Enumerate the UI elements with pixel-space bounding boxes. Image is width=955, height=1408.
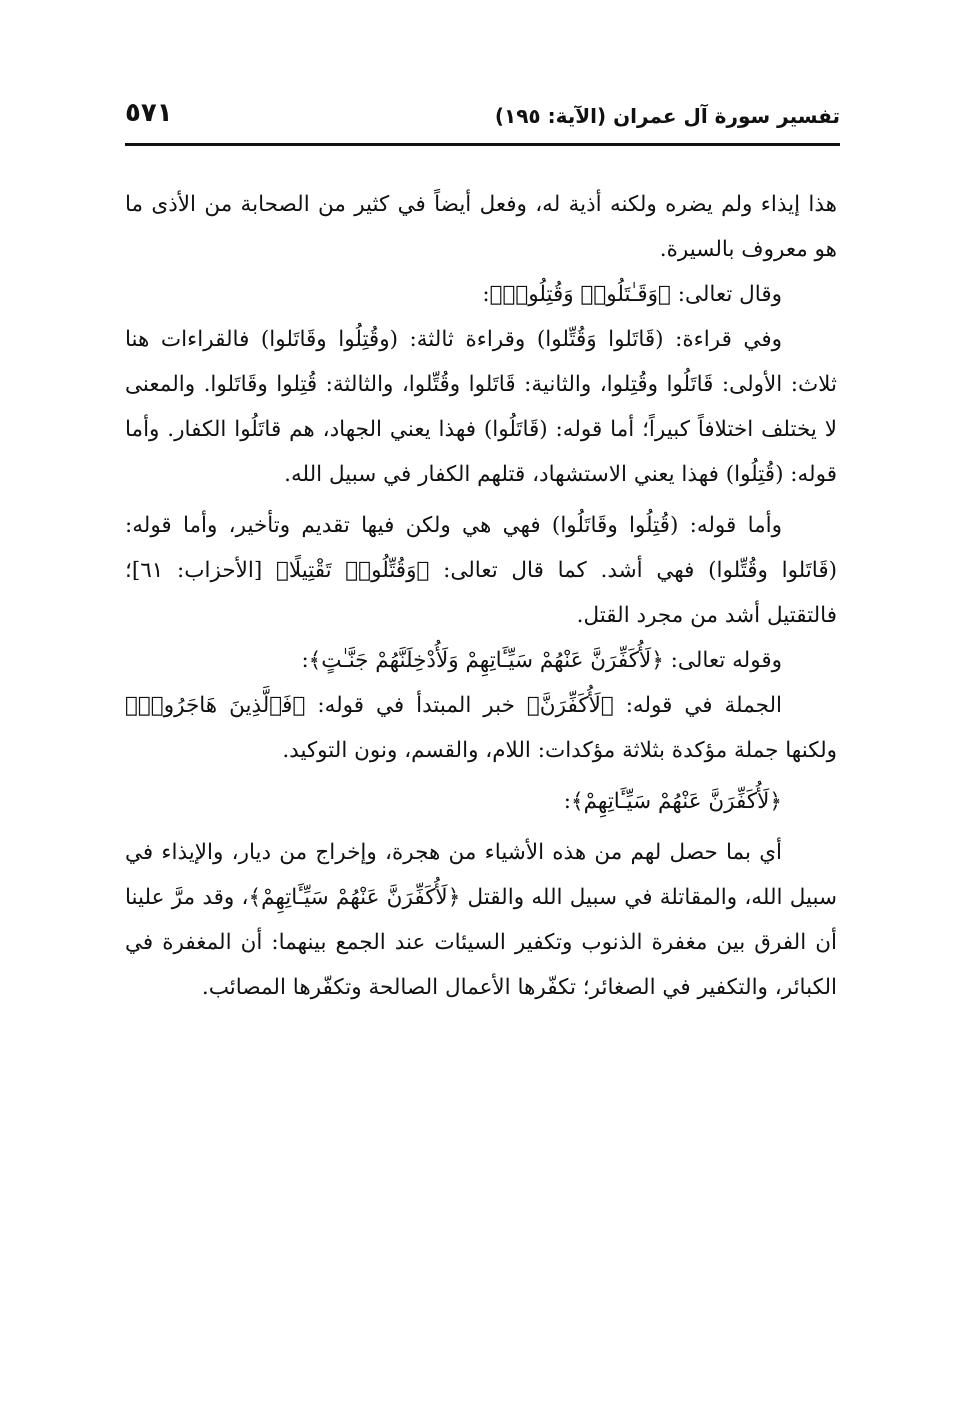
paragraph: وأما قوله: (قُتِلُوا وقَاتَلُوا) فهي هي ولكن فيها تقديم وتأخير، وأما قوله: (قَاتَلوا وقُتِّلوا) فهي أشد. كما قال تعالى: ﴿وَقُتِّلُوا۟ تَقْتِيلًا﴾ [الأحزاب: ٦١]؛ فالتقتيل أشد من مجرد القتل. <box>125 513 837 628</box>
page-body <box>125 182 837 1010</box>
paragraph: وفي قراءة: (قَاتَلوا وَقُتِّلوا) وقراءة ثالثة: (وقُتِلُوا وقَاتَلوا) فالقراءات هنا ثلاث: الأولى: قَاتَلُوا وقُتِلوا، والثانية: قَاتَلوا وقُتِّلوا، والثالثة: قُتِلوا وقَاتَلوا. والمعنى لا يختلف اختلافاً كبيراً؛ أما قوله: (قَاتَلُوا) فهذا يعني الجهاد، هم قاتَلُوا الكفار. وأما قوله: (قُتِلُوا) فهذا يعني الاستشهاد، قتلهم الكفار في سبيل الله. <box>125 327 837 487</box>
page-number: ٥٧١ <box>125 98 173 128</box>
running-header <box>125 98 840 138</box>
paragraph: أي بما حصل لهم من هذه الأشياء من هجرة، وإخراج من ديار، والإيذاء في سبيل الله، والمقاتلة في سبيل الله والقتل ﴿لَأُكَفِّرَنَّ عَنْهُمْ سَيِّـَٔاتِهِمْ﴾، وقد مرَّ علينا أن الفرق بين مغفرة الذنوب وتكفير السيئات عند الجمع بينهما: أن المغفرة في الكبائر، والتكفير في الصغائر؛ تكفّرها الأعمال الصالحة وتكفّرها المصائب. <box>125 840 837 1000</box>
verse-heading: ﴿لَأُكَفِّرَنَّ عَنْهُمْ سَيِّـَٔاتِهِمْ﴾: <box>563 789 782 814</box>
header-title: تفسير سورة آل عمران (الآية: ١٩٥) <box>494 104 840 128</box>
header-rule <box>125 143 840 146</box>
verse-heading: وقال تعالى: ﴿وَقَـٰتَلُوا۟ وَقُتِلُوا۟﴾: <box>482 282 782 307</box>
paragraph-continuation: هذا إيذاء ولم يضره ولكنه أذية له، وفعل أيضاً في كثير من الصحابة من الأذى ما هو معروف بالسيرة. <box>125 192 837 262</box>
paragraph: الجملة في قوله: ﴿لَأُكَفِّرَنَّ﴾ خبر المبتدأ في قوله: ﴿فَٱلَّذِينَ هَاجَرُوا۟﴾ ولكنها جملة مؤكدة بثلاثة مؤكدات: اللام، والقسم، ونون التوكيد. <box>125 693 837 763</box>
verse-heading: وقوله تعالى: ﴿لَأُكَفِّرَنَّ عَنْهُمْ سَيِّـَٔاتِهِمْ وَلَأُدْخِلَنَّهُمْ جَنَّـٰتٍ﴾: <box>301 648 782 673</box>
